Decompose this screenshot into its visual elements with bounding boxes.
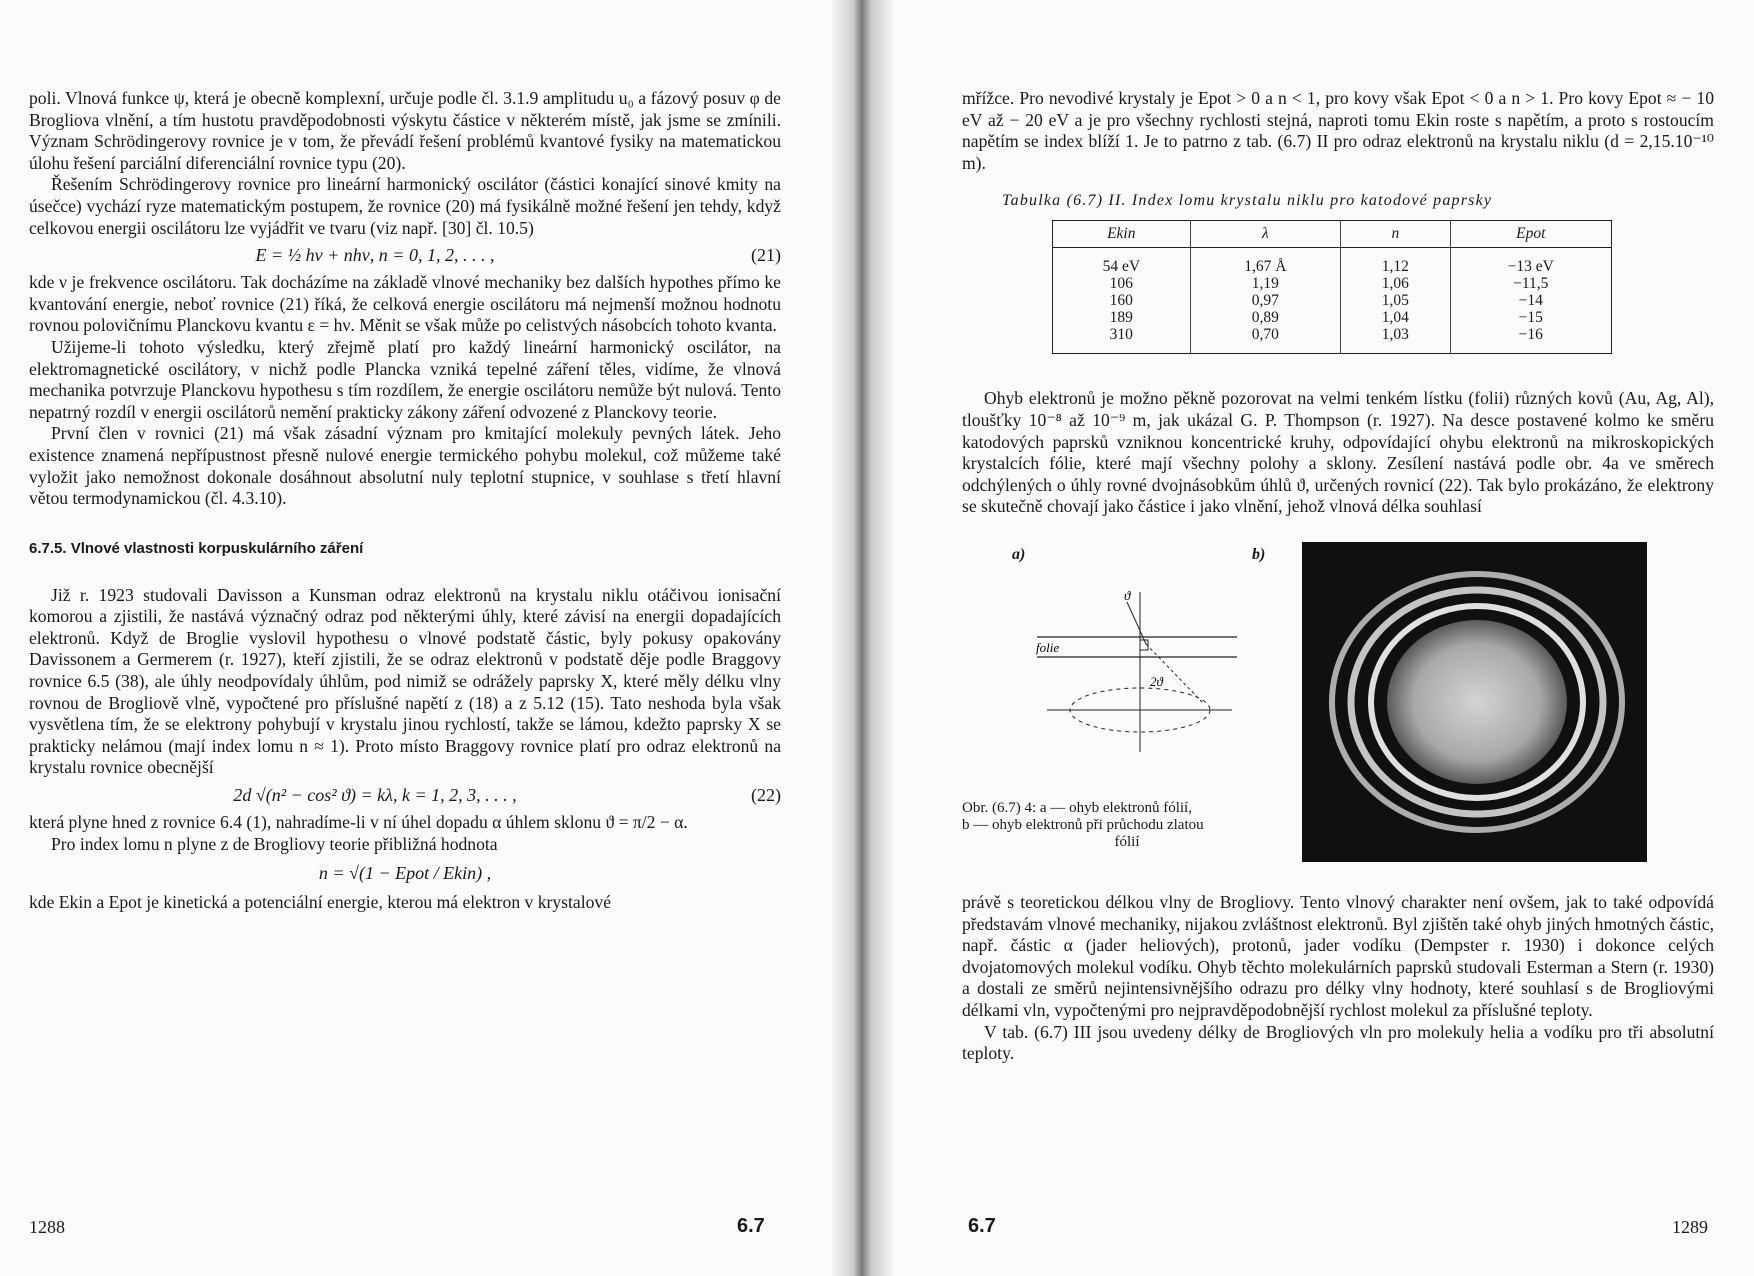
section-number: 6.7 [968,1215,996,1237]
table-row [1053,275,1612,292]
table-cell: 0,97 [1190,292,1341,309]
table-caption: Tabulka (6.7) II. Index lomu krystalu niklu pro katodové paprsky [1002,192,1493,210]
paragraph: Ohyb elektronů je možno pěkně pozorovat na velmi tenkém lístku (folii) různých kovů (Au, Ag, Al), tloušťky 10⁻⁸ až 10⁻⁹ m, jak ukázal G. P. Thompson (r. 1927). Na desce postavené kolmo ke směru katodových paprsků vzniknou koncentrické kruhy, odpovídající ohybu elektronů na mikroskopických krystalcích fólie, které mají všechny polohy a sklony. Zesílení nastává podle obr. 4a ve směrech odchýlených o úhly rovné dvojnásobkům úhlů ϑ, určených rovnicí (22). Tak bylo prokázáno, že elektrony se skutečně chovají jako částice i jako vlnění, jehož vlnová délka souhlasí [962,388,1714,517]
equation-index-of-refraction: n = √(1 − Epot / Ekin) , [318,863,492,884]
paragraph: poli. Vlnová funkce ψ, která je obecně komplexní, určuje podle čl. 3.1.9 amplitudu u₀ a fázový posuv φ de Brogliova vlnění, a tím hustotu pravděpodobnosti výskytu částice v některém místě, jak jsme se zmínili. Význam Schrödingerovy rovnice je v tom, že převádí řešení problémů kvantové fysiky na matematickou úlohu řešení parciální diferenciální rovnice typu (20). [29,88,781,173]
diffraction-photo [1302,542,1647,862]
table-cell: 310 [1053,326,1191,354]
paragraph: mřížce. Pro nevodivé krystaly je Epot > 0 a n < 1, pro kovy však Epot < 0 a n > 1. Pro kovy Epot ≈ − 10 eV až − 20 eV a je pro všechny rychlosti stejná, naproti tomu Ekin roste s napětím, a proto s rostoucím napětím se index blíží 1. Je to patrno z tab. (6.7) II pro odraz elektronů na krystalu niklu (d = 2,15.10⁻¹⁰ m). [962,88,1714,173]
caption-line: fólií [1114,833,1140,850]
equation-formula: E = ½ hν + nhν, n = 0, 1, 2, . . . , [255,245,495,266]
table-header: Ekin [1053,221,1191,248]
equation-21 [29,245,781,266]
table-cell: 54 eV [1053,248,1191,276]
paragraph: První člen v rovnici (21) má však zásadní význam pro kmitající molekuly pevných látek. Jeho existence znamená nepřípustnost přesně nulové energie termického pohybu molekul, což můžeme také vyložit jako nemožnost dokonale dosáhnout absolutní nuly teplotní stupnice, v souhlase s třetí hlavní větou termodynamickou (čl. 4.3.10). [29,423,781,509]
paragraph: Řešením Schrödingerovy rovnice pro lineární harmonický oscilátor (částici konající sinové kmity na úsečce) vychází ryze matematickým postupem, že rovnice (20) má fysikálně možné řešení jen tehdy, když celkovou energii oscilátoru lze vyjádřit ve tvaru (viz např. [30] čl. 10.5) [29,174,781,238]
table-cell: −13 eV [1507,258,1554,276]
table-cell: −14 [1518,292,1543,310]
right-page [892,0,1754,1276]
table-row [1053,292,1612,309]
foil-label: folie [1036,639,1060,655]
paragraph: kde Ekin a Epot je kinetická a potenciální energie, kterou má elektron v krystalové [29,892,612,913]
table-row [1053,326,1612,354]
paragraph: Užijeme-li tohoto výsledku, který zřejmě platí pro každý lineární harmonický oscilátor, na elektromagnetické oscilátory, v nichž podle Plancka vzniká tepelné záření těles, vidíme, že vlnová mechanika potvrzuje Planckovu hypothesu s tím rozdílem, že energie oscilátoru nemůže být nulová. Tento nepatrný rozdíl v energii oscilátorů nemění prakticky zákony záření odvozené z Planckovy teorie. [29,336,781,422]
equation-number: (21) [751,245,781,266]
page-number: 1289 [1672,1217,1708,1237]
equation-formula: 2d √(n² − cos² ϑ) = kλ, k = 1, 2, 3, . . . , [233,785,517,806]
table-cell: 1,04 [1341,309,1450,326]
equation-number: (22) [751,785,781,806]
table-cell: 0,70 [1190,326,1341,354]
diffracted-line [1146,644,1202,702]
table-header: λ [1190,221,1341,248]
table-cell: 1,19 [1190,275,1341,292]
caption-line: Obr. (6.7) 4: a — ohyb elektronů fólií, [962,799,1192,816]
table-header: Epot [1450,221,1611,248]
table-cell: 1,03 [1341,326,1450,354]
figure [962,542,1714,892]
two-theta-label: 2ϑ [1150,673,1163,689]
figure-label-b: b) [1252,545,1266,563]
section-number-footer [968,1215,996,1238]
equation-22 [29,785,781,806]
table-cell: −11,5 [1513,275,1549,293]
table-cell: 1,12 [1341,248,1450,276]
section-number: 6.7 [737,1215,765,1237]
table-cell: 1,05 [1341,292,1450,309]
table-cell: 0,89 [1190,309,1341,326]
table-row [1053,309,1612,326]
paragraph: Pro index lomu n plyne z de Brogliovy teorie přibližná hodnota [51,833,498,854]
diffraction-rings-image [1302,542,1647,862]
caption-line: b — ohyb elektronů při průchodu zlatou [962,816,1204,833]
paragraph: právě s teoretickou délkou vlny de Brogliovy. Tento vlnový charakter není ovšem, jak to také odpovídá představám vlnové mechaniky, nijakou zvláštnost elektronů. Byl zjištěn také ohyb jiných hmotných částic, např. částic α (jader heliových), protonů, jader vodíku (Dempster r. 1930) i dokonce celých dvojatomových molekul vodíku. Ohyb těchto molekulárních paprsků studovali Esterman a Stern (r. 1930) a dostali ze směrů nejintensivnějšího odrazu pro délky vlny hodnoty, které souhlasí s de Brogliovými délkami vln, vypočtenými pro nejpravděpodobnější rychlost molekul za příslušné teploty. [962,891,1714,1020]
table-cell: 189 [1053,309,1191,326]
paragraph: která plyne hned z rovnice 6.4 (1), nahradíme-li v ní úhel dopadu α úhlem sklonu ϑ = π/2 − α. [29,812,688,833]
right-text-block [962,88,1714,1065]
table-cell: 1,67 Å [1190,248,1341,276]
table-header-row [1053,221,1612,248]
table-header: n [1341,221,1450,248]
paragraph: V tab. (6.7) III jsou uvedeny délky de Brogliových vln pro molekuly helia a vodíku pro tři absolutní teploty. [962,1021,1714,1064]
paragraph: kde ν je frekvence oscilátoru. Tak docházíme na základě vlnové mechaniky bez dalších hypothes přímo ke kvantování energie, neboť rovnice (21) říká, že celková energie oscilátoru má nejmenší možnou hodnotu rovnou polovičnímu Planckovu kvantu ε = hν. Měnit se však může po celistvých násobcích tohoto kvanta. [29,272,781,336]
table-cell: −15 [1518,309,1543,327]
table-cell: 160 [1053,292,1191,309]
table-cell: 106 [1053,275,1191,292]
figure-label-a: a) [1012,545,1026,563]
beam-line [1127,602,1146,644]
paragraph: Již r. 1923 studovali Davisson a Kunsman odraz elektronů na krystalu niklu otáčivou ionisační komorou a zjistili, že nastává význačný odraz pod některými úhly, které závisí na energii dopadajících elektronů. Když de Broglie vyslovil hypothesu o vlnové podstatě částic, byly pokusy opakovány Davissonem a Germerem (r. 1927), kteří zjistili, že se odraz elektronů v podstatě děje podle Braggovy rovnice 6.5 (38), ale úhly neodpovídaly úhlům, pod nimiž se odrážely paprsky X, které měly délku vlny rovnou de Brogliově vlně, vypočtené pro příslušné napětí z (18) a z 5.12 (15). Tato neshoda byla však vysvětlena tím, že se elektrony pohybují v krystalu jinou rychlostí, takže se lámou, kdežto paprsky X se prakticky nelámou (mají index lomu n ≈ 1). Proto místo Braggovy rovnice platí pro odraz elektronů na krystalu rovnice obecnější [29,584,781,778]
section-heading: 6.7.5. Vlnové vlastnosti korpuskulárního záření [29,539,364,557]
theta-label: ϑ [1124,587,1131,603]
section-number-footer [737,1215,765,1238]
table-cell: 1,06 [1341,275,1450,292]
table-cell: −16 [1518,326,1543,344]
page-number: 1288 [29,1217,65,1237]
refraction-table [1052,220,1612,354]
table-row [1053,248,1612,276]
book-gutter [832,0,892,1276]
figure-caption [962,800,1292,851]
left-text-block [29,88,781,914]
diffraction-diagram [1032,582,1242,762]
left-page [0,0,832,1276]
